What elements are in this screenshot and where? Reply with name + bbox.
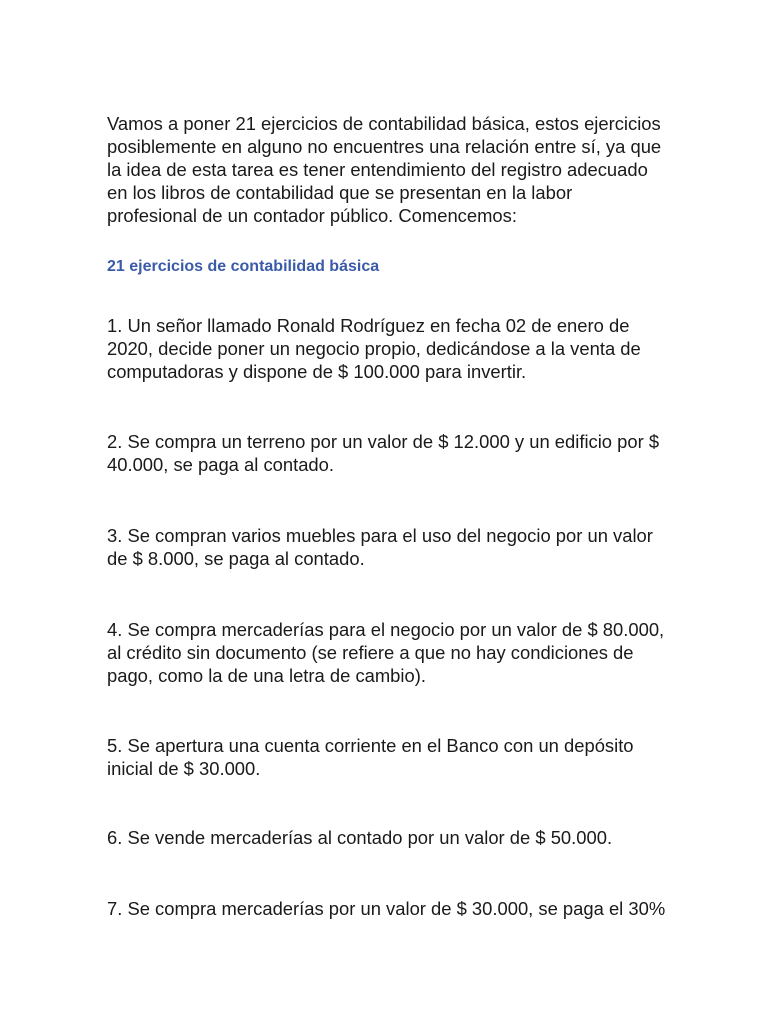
exercise-4: 4. Se compra mercaderías para el negocio por un valor de $ 80.000, al crédito sin documento (se refiere a que no hay condiciones de pago, como la de una letra de cambio). [107, 619, 665, 686]
exercise-5: 5. Se apertura una cuenta corriente en el Banco con un depósito inicial de $ 30.000. [107, 735, 634, 779]
exercise-2: 2. Se compra un terreno por un valor de $ 12.000 y un edificio por $ 40.000, se paga al contado. [107, 431, 660, 475]
exercise-6: 6. Se vende mercaderías al contado por un valor de $ 50.000. [107, 827, 613, 848]
exercise-1: 1. Un señor llamado Ronald Rodríguez en fecha 02 de enero de 2020, decide poner un negocio propio, dedicándose a la venta de computadoras y dispone de $ 100.000 para invertir. [107, 315, 641, 382]
section-heading: 21 ejercicios de contabilidad básica [107, 258, 380, 275]
exercise-3: 3. Se compran varios muebles para el uso del negocio por un valor de $ 8.000, se paga al contado. [107, 525, 653, 569]
intro-paragraph: Vamos a poner 21 ejercicios de contabilidad básica, estos ejercicios posiblemente en alguno no encuentres una relación entre sí, ya que la idea de esta tarea es tener entendimiento del registro adecuado en los libros de contabilidad que se presentan en la labor profesional de un contador público. Comencemos: [107, 113, 662, 226]
exercise-7: 7. Se compra mercaderías por un valor de $ 30.000, se paga el 30% [107, 898, 666, 919]
